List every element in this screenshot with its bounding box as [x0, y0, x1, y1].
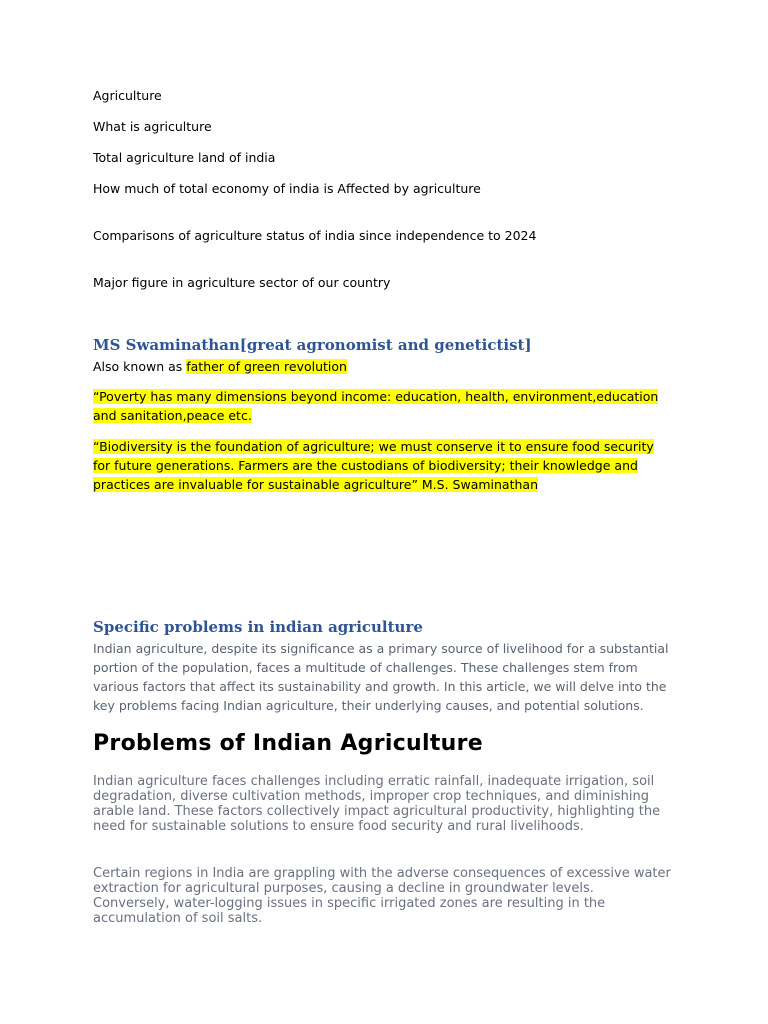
line-economy: How much of total economy of india is Affected by agriculture: [93, 181, 481, 196]
swaminathan-heading: MS Swaminathan[great agronomist and genetictist]: [93, 336, 532, 354]
line-what-is-agriculture: What is agriculture: [93, 119, 212, 134]
line-major-figure: Major figure in agriculture sector of our country: [93, 275, 391, 290]
also-known-prefix: Also known as: [93, 359, 187, 374]
problems-paragraph-2: Certain regions in India are grappling with the adverse consequences of excessive water extraction for agricultural purposes, causing a decline in groundwater levels. Conversely, water-logging issues in specific irrigated zones are resulting in the accumulation of soil salts.: [93, 866, 671, 926]
line-agriculture: Agriculture: [93, 88, 162, 103]
also-known-line: [93, 357, 347, 376]
problems-article-title: Problems of Indian Agriculture: [93, 731, 483, 756]
specific-problems-intro: Indian agriculture, despite its significance as a primary source of livelihood for a substantial portion of the population, faces a multitude of challenges. These challenges stem from various factors that affect its sustainability and growth. In this article, we will delve into the key problems facing Indian agriculture, their underlying causes, and potential solutions.: [93, 641, 669, 713]
line-total-land: Total agriculture land of india: [93, 150, 276, 165]
quote-biodiversity-text: “Biodiversity is the foundation of agriculture; we must conserve it to ensure food security for future generations. Farmers are the custodians of biodiversity; their knowledge and practices are invaluable for sustainable agriculture” M.S. Swaminathan: [93, 439, 654, 492]
line-comparisons: Comparisons of agriculture status of india since independence to 2024: [93, 228, 537, 243]
quote-poverty-text: “Poverty has many dimensions beyond income: education, health, environment,education and sanitation,peace etc.: [93, 389, 659, 423]
problems-paragraph-1: Indian agriculture faces challenges including erratic rainfall, inadequate irrigation, soil degradation, diverse cultivation methods, improper crop techniques, and diminishing arable land. These factors collectively impact agricultural productivity, highlighting the need for sustainable solutions to ensure food security and rural livelihoods.: [93, 774, 661, 834]
also-known-highlight: father of green revolution: [186, 359, 347, 374]
quote-biodiversity: [93, 437, 671, 494]
quote-poverty: [93, 387, 671, 425]
specific-problems-heading: Specific problems in indian agriculture: [93, 618, 423, 636]
